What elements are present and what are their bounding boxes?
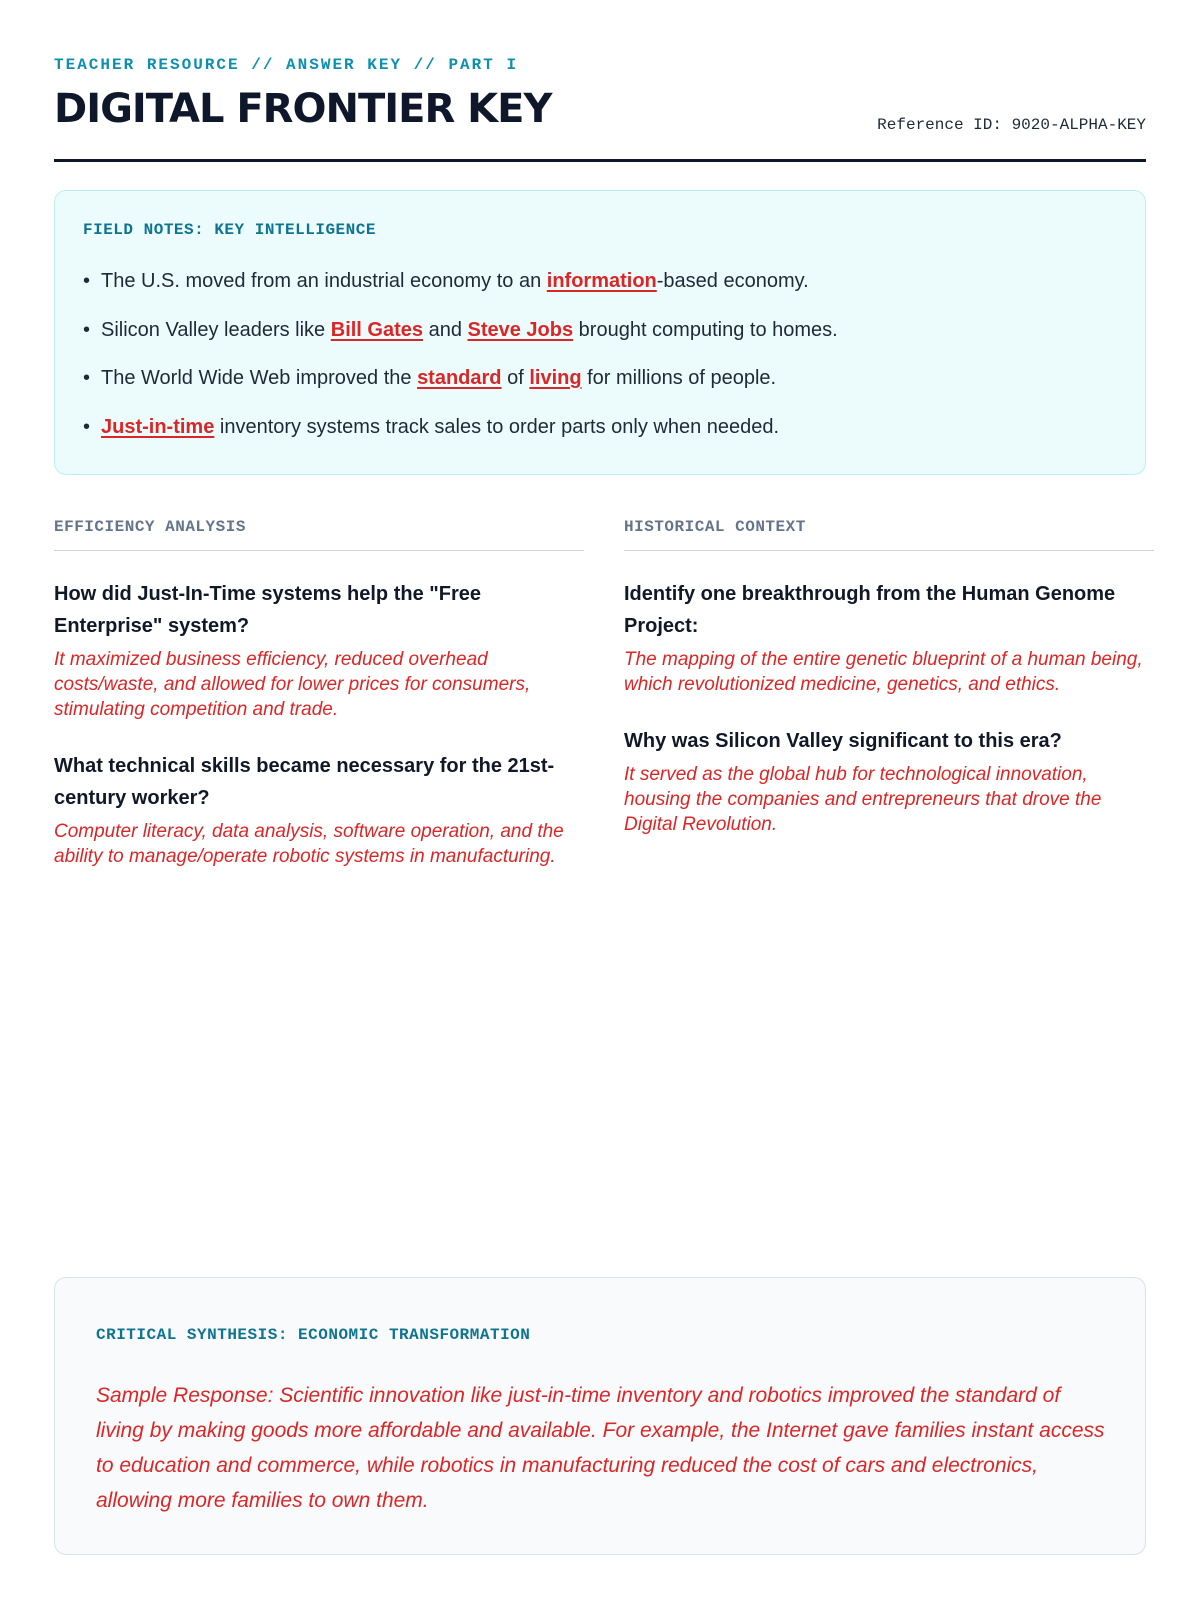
resource-eyebrow: TEACHER RESOURCE // ANSWER KEY // PART I bbox=[54, 56, 519, 74]
key-term: Just-in-time bbox=[101, 415, 215, 438]
bullet-icon: • bbox=[83, 367, 91, 389]
efficiency-analysis-heading: EFFICIENCY ANALYSIS bbox=[54, 518, 584, 551]
question: Why was Silicon Valley significant to this era? bbox=[624, 730, 1062, 752]
sample-response: Sample Response: Scientific innovation like just-in-time inventory and robotics improved the standard of living by making goods more affordable and available. For example, the Internet gave families instant access to education and commerce, while robotics in manufacturing reduced the cost of cars and electronics, allowing more families to own them. bbox=[96, 1384, 1105, 1512]
bullet-icon: • bbox=[83, 318, 91, 341]
critical-synthesis-label: CRITICAL SYNTHESIS: ECONOMIC TRANSFORMATION bbox=[96, 1326, 531, 1344]
question-block bbox=[54, 750, 584, 869]
list-item bbox=[83, 364, 838, 413]
note-text: inventory systems track sales to order parts only when needed. bbox=[214, 415, 780, 438]
note-text: -based economy. bbox=[656, 270, 809, 292]
question: What technical skills became necessary for the 21st-century worker? bbox=[54, 755, 555, 809]
answer: It maximized business efficiency, reduced overhead costs/waste, and allowed for lower prices for consumers, stimulating competition and trade. bbox=[54, 649, 531, 720]
question-block bbox=[624, 578, 1154, 697]
list-item bbox=[83, 267, 838, 316]
answer: It served as the global hub for technological innovation, housing the companies and entrepreneurs that drove the Digital Revolution. bbox=[624, 764, 1102, 835]
historical-context-heading: HISTORICAL CONTEXT bbox=[624, 518, 1154, 551]
header-divider bbox=[54, 159, 1146, 162]
key-term: Steve Jobs bbox=[467, 318, 574, 341]
note-text: brought computing to homes. bbox=[573, 318, 838, 341]
question: Identify one breakthrough from the Human Genome Project: bbox=[624, 583, 1116, 637]
page-title: DIGITAL FRONTIER KEY bbox=[54, 86, 552, 132]
note-text: Silicon Valley leaders like bbox=[101, 318, 331, 341]
field-notes-panel bbox=[54, 190, 1146, 475]
field-notes-label: FIELD NOTES: KEY INTELLIGENCE bbox=[83, 221, 376, 239]
critical-synthesis-panel bbox=[54, 1277, 1146, 1555]
bullet-icon: • bbox=[83, 415, 91, 438]
bullet-icon: • bbox=[83, 270, 91, 292]
question-block bbox=[624, 725, 1154, 837]
question-block bbox=[54, 578, 584, 722]
note-text: and bbox=[423, 318, 468, 341]
key-intelligence-list bbox=[83, 267, 838, 461]
answer: Computer literacy, data analysis, software operation, and the ability to manage/operate robotic systems in manufacturing. bbox=[54, 821, 564, 867]
note-text: of bbox=[501, 367, 530, 389]
efficiency-analysis-column bbox=[54, 518, 584, 869]
answer: The mapping of the entire genetic blueprint of a human being, which revolutionized medicine, genetics, and ethics. bbox=[624, 649, 1143, 695]
note-text: The U.S. moved from an industrial economy to an bbox=[101, 270, 547, 292]
list-item bbox=[83, 413, 838, 462]
key-term: information bbox=[546, 270, 657, 292]
reference-id: Reference ID: 9020-ALPHA-KEY bbox=[877, 116, 1146, 134]
list-item bbox=[83, 316, 838, 365]
key-term: Bill Gates bbox=[330, 318, 424, 341]
note-text: The World Wide Web improved the bbox=[101, 367, 418, 389]
key-term: standard bbox=[417, 367, 502, 389]
key-term: living bbox=[529, 367, 582, 389]
note-text: for millions of people. bbox=[581, 367, 777, 389]
historical-context-column bbox=[624, 518, 1154, 837]
question: How did Just-In-Time systems help the "Free Enterprise" system? bbox=[54, 583, 481, 637]
